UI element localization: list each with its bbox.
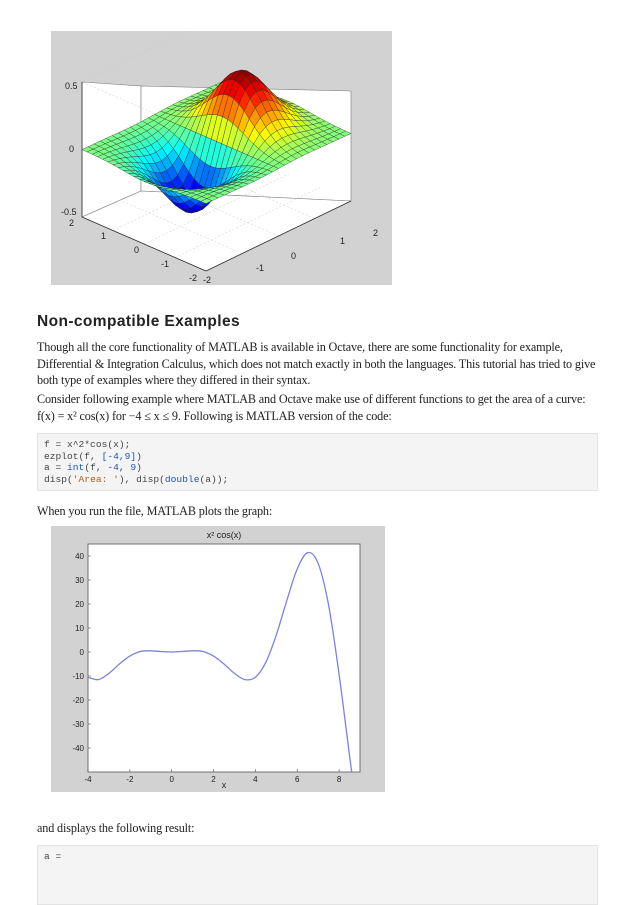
plot-intro-paragraph: When you run the file, MATLAB plots the graph: — [37, 504, 273, 518]
x-tick-label: 1 — [340, 236, 346, 246]
x-tick-label: 2 — [373, 228, 379, 238]
surface-plot-figure — [51, 31, 392, 285]
y-tick-label: -30 — [72, 720, 84, 729]
y-tick-label: -40 — [72, 744, 84, 753]
y-tick-label: -2 — [189, 273, 198, 283]
z-tick-label: 0 — [69, 144, 75, 154]
y-tick-label: -1 — [161, 259, 170, 269]
y-tick-label: 40 — [75, 552, 84, 561]
y-tick-label: 0 — [134, 245, 140, 255]
x-axis-label: x — [221, 780, 227, 790]
x-tick-label: -4 — [84, 775, 92, 784]
example-paragraph: Consider following example where MATLAB and Octave make use of different functions to get the area of a curve: f(x) = x² cos(x) for −4 ≤ x ≤ 9. Following is MATLAB version of the code: — [37, 392, 586, 423]
code-line: a = — [44, 851, 62, 862]
chart-title: x² cos(x) — [206, 530, 242, 540]
y-tick-label: 0 — [79, 648, 84, 657]
y-tick-label: -20 — [72, 696, 84, 705]
y-tick-label: 10 — [75, 624, 84, 633]
y-tick-label: 1 — [101, 231, 107, 241]
x-tick-label: -2 — [203, 275, 212, 285]
code-line: disp('Area: '), disp(double(a)); — [44, 473, 229, 485]
x-tick-label: -2 — [126, 775, 134, 784]
surface-plot — [51, 31, 392, 285]
matlab-code-block — [37, 433, 598, 491]
line-chart — [51, 526, 385, 792]
x-tick-label: 4 — [253, 775, 258, 784]
z-tick-label: -0.5 — [61, 207, 77, 217]
section-heading: Non-compatible Examples — [37, 313, 240, 330]
y-tick-label: -10 — [72, 672, 84, 681]
intro-paragraph: Though all the core functionality of MATLAB is available in Octave, there are some functionality for example, Differential & Integration Calculus, which does not match exactly in both the languages. This tutorial has tried to give both type of examples where they differed in their syntax. — [37, 340, 596, 387]
x-tick-label: 0 — [169, 775, 174, 784]
code-line: ezplot(f, [-4,9]) — [44, 450, 142, 462]
code-line: f = x^2*cos(x); — [44, 439, 131, 450]
y-tick-label: 20 — [75, 600, 84, 609]
y-tick-label: 2 — [69, 218, 75, 228]
result-intro-paragraph: and displays the following result: — [37, 821, 195, 835]
code-line: a = int(f, -4, 9) — [44, 462, 142, 474]
z-tick-label: 0.5 — [65, 81, 78, 91]
x-tick-label: 0 — [291, 251, 297, 261]
x-tick-label: 2 — [211, 775, 216, 784]
y-tick-label: 30 — [75, 576, 84, 585]
result-code-block — [37, 845, 598, 905]
x-tick-label: 8 — [336, 775, 342, 784]
x-tick-label: 6 — [295, 775, 300, 784]
x-tick-label: -1 — [256, 263, 265, 273]
line-chart-figure — [51, 526, 385, 792]
